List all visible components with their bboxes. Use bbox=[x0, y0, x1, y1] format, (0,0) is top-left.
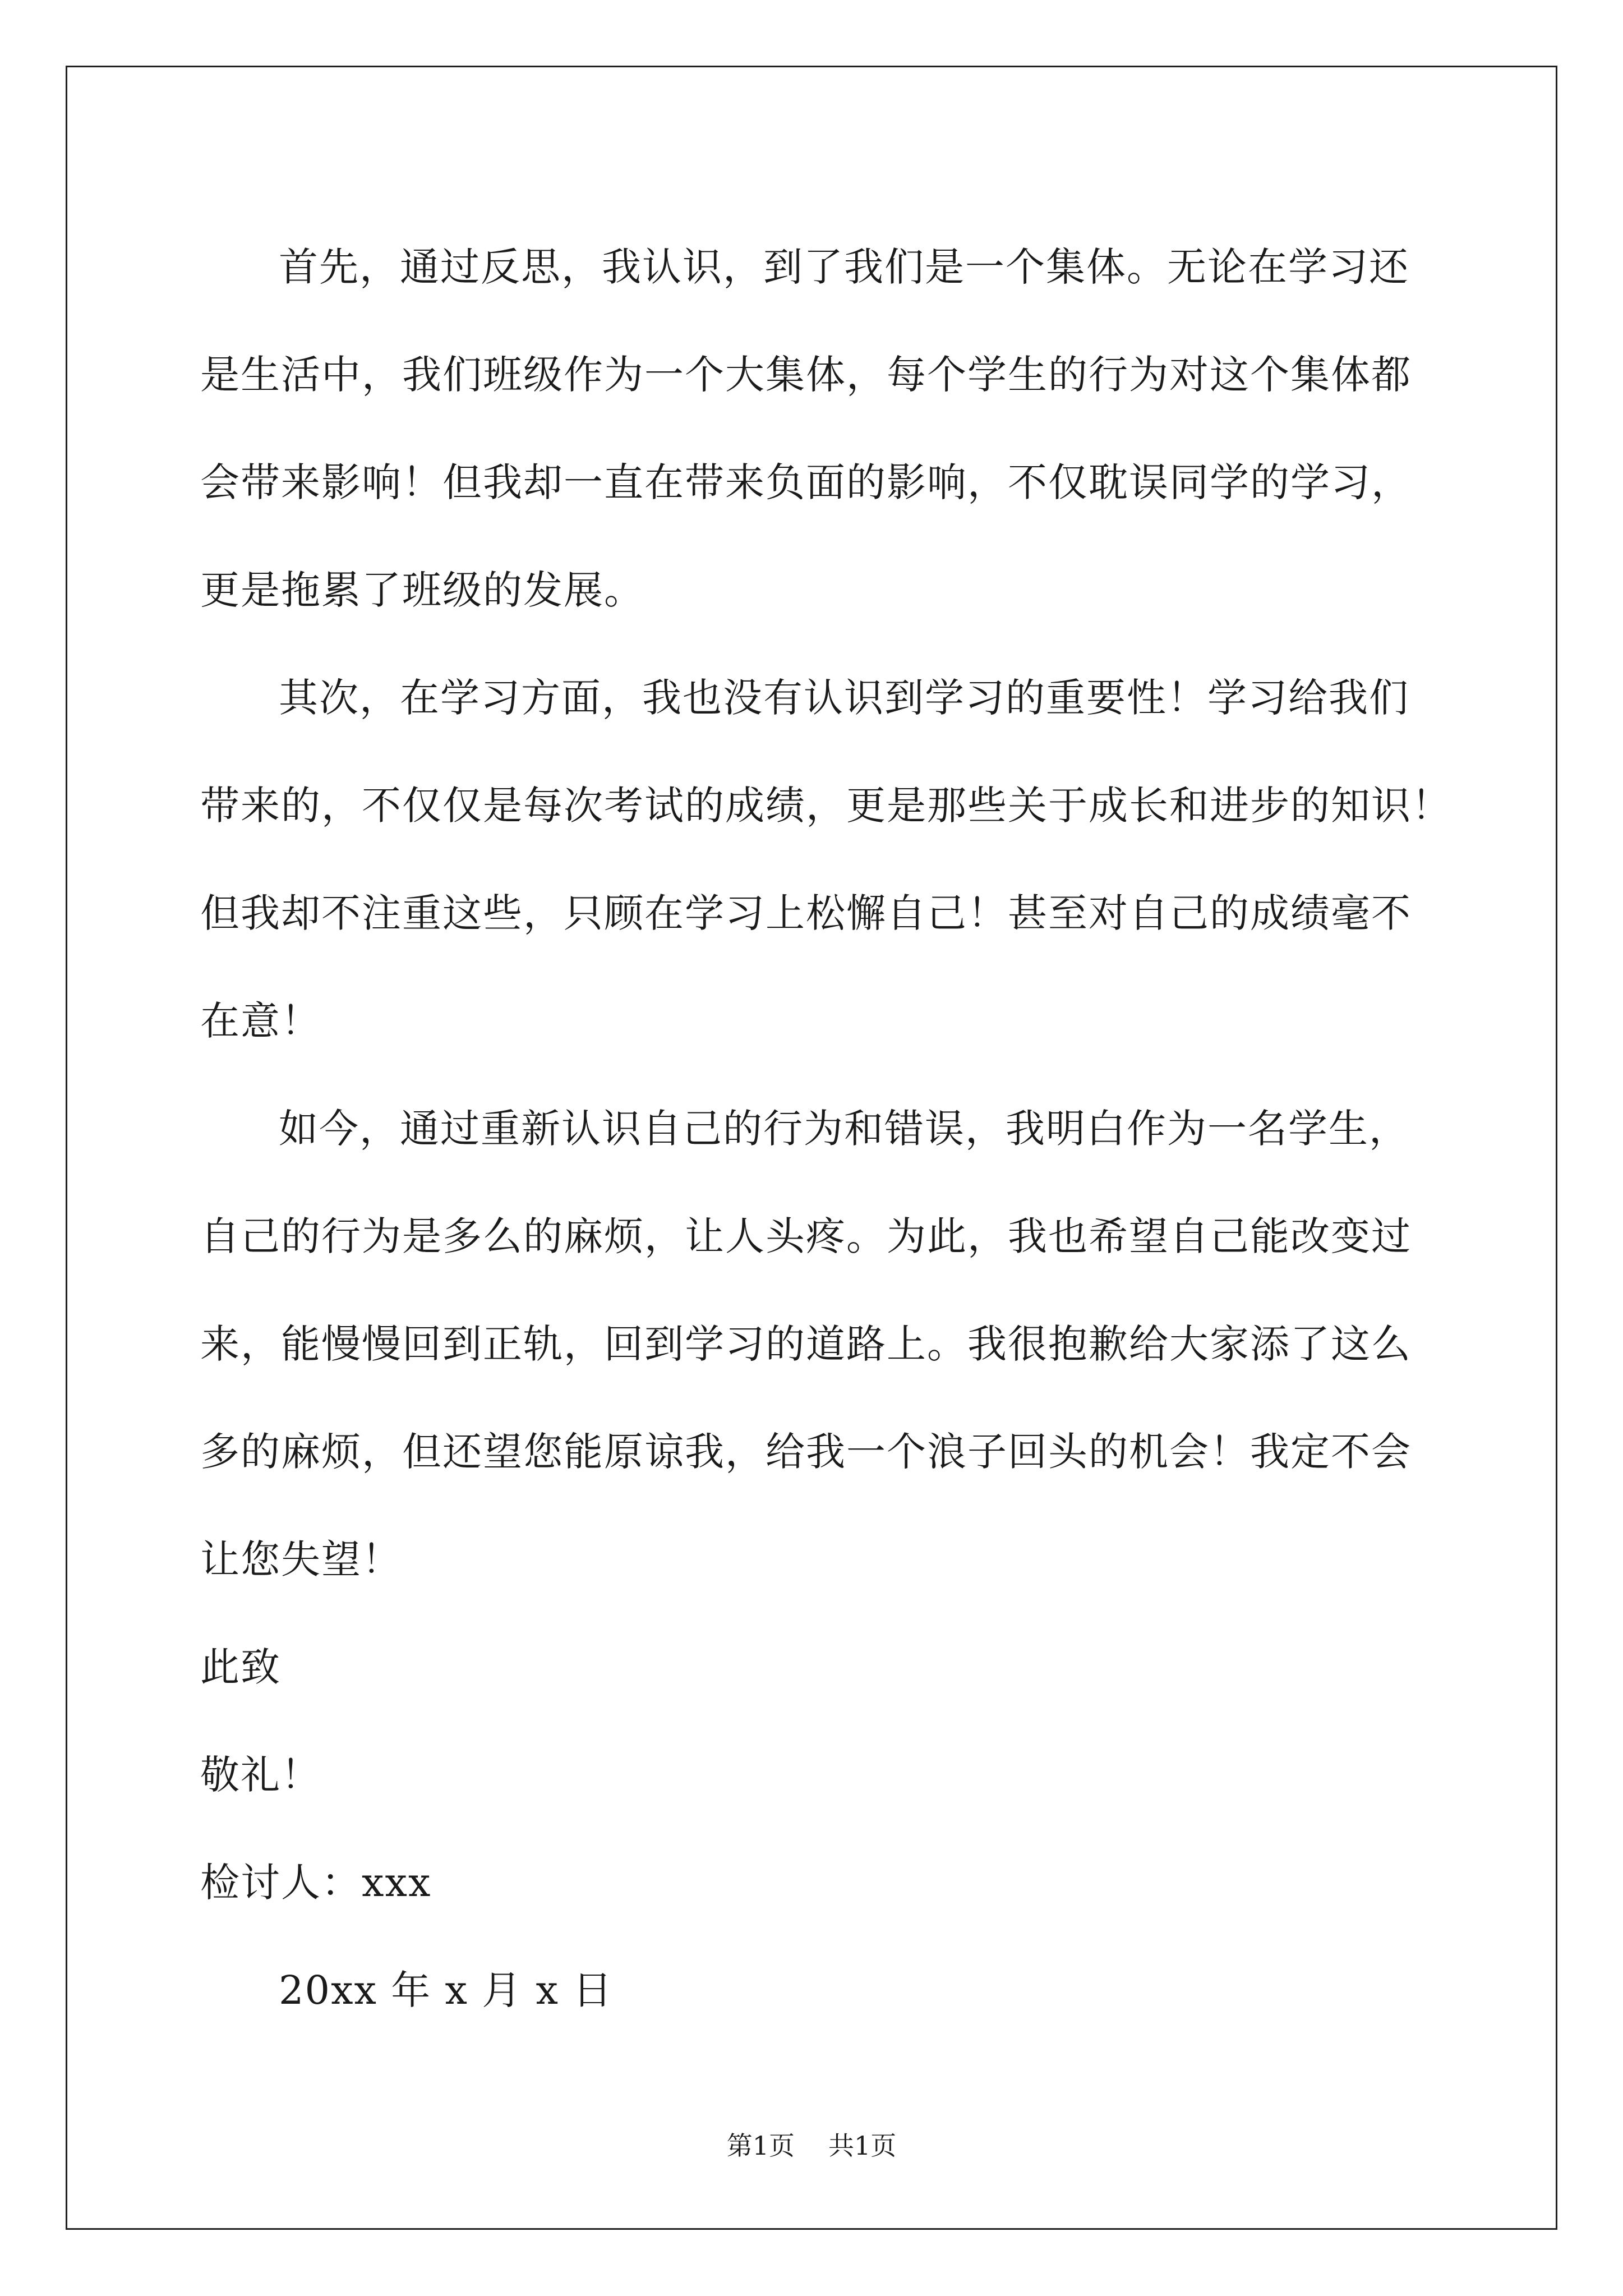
closing-salutation: 此致 bbox=[200, 1644, 281, 1690]
paragraph-line: 多的麻烦，但还望您能原谅我，给我一个浪子回头的机会！我定不会 bbox=[200, 1429, 1412, 1475]
closing-regards: 敬礼！ bbox=[200, 1752, 321, 1798]
signature-line: 检讨人：xxx bbox=[200, 1860, 432, 1906]
paragraph-line: 其次，在学习方面，我也没有认识到学习的重要性！学习给我们 bbox=[279, 675, 1409, 721]
paragraph-line: 带来的，不仅仅是每次考试的成绩，更是那些关于成长和进步的知识！ bbox=[200, 783, 1452, 829]
date-line: 20xx 年 x 月 x 日 bbox=[279, 1967, 614, 2013]
paragraph-line: 但我却不注重这些，只顾在学习上松懈自己！甚至对自己的成绩毫不 bbox=[200, 890, 1412, 936]
paragraph-line: 更是拖累了班级的发展。 bbox=[200, 567, 644, 613]
page-footer bbox=[0, 2129, 1623, 2162]
paragraph-line: 如今，通过重新认识自己的行为和错误，我明白作为一名学生， bbox=[279, 1106, 1409, 1152]
page-number: 第1页 bbox=[726, 2131, 795, 2161]
document-body bbox=[200, 213, 1452, 2044]
paragraph-line: 在意！ bbox=[200, 998, 321, 1044]
paragraph-line: 来，能慢慢回到正轨，回到学习的道路上。我很抱歉给大家添了这么 bbox=[200, 1321, 1412, 1367]
paragraph-line: 会带来影响！但我却一直在带来负面的影响，不仅耽误同学的学习， bbox=[200, 459, 1412, 505]
paragraph-line: 首先，通过反思，我认识，到了我们是一个集体。无论在学习还 bbox=[279, 244, 1409, 290]
paragraph-line: 自己的行为是多么的麻烦，让人头疼。为此，我也希望自己能改变过 bbox=[200, 1213, 1412, 1259]
paragraph-line: 让您失望！ bbox=[200, 1536, 402, 1582]
page-total: 共1页 bbox=[828, 2131, 897, 2161]
paragraph-line: 是生活中，我们班级作为一个大集体，每个学生的行为对这个集体都 bbox=[200, 352, 1412, 398]
